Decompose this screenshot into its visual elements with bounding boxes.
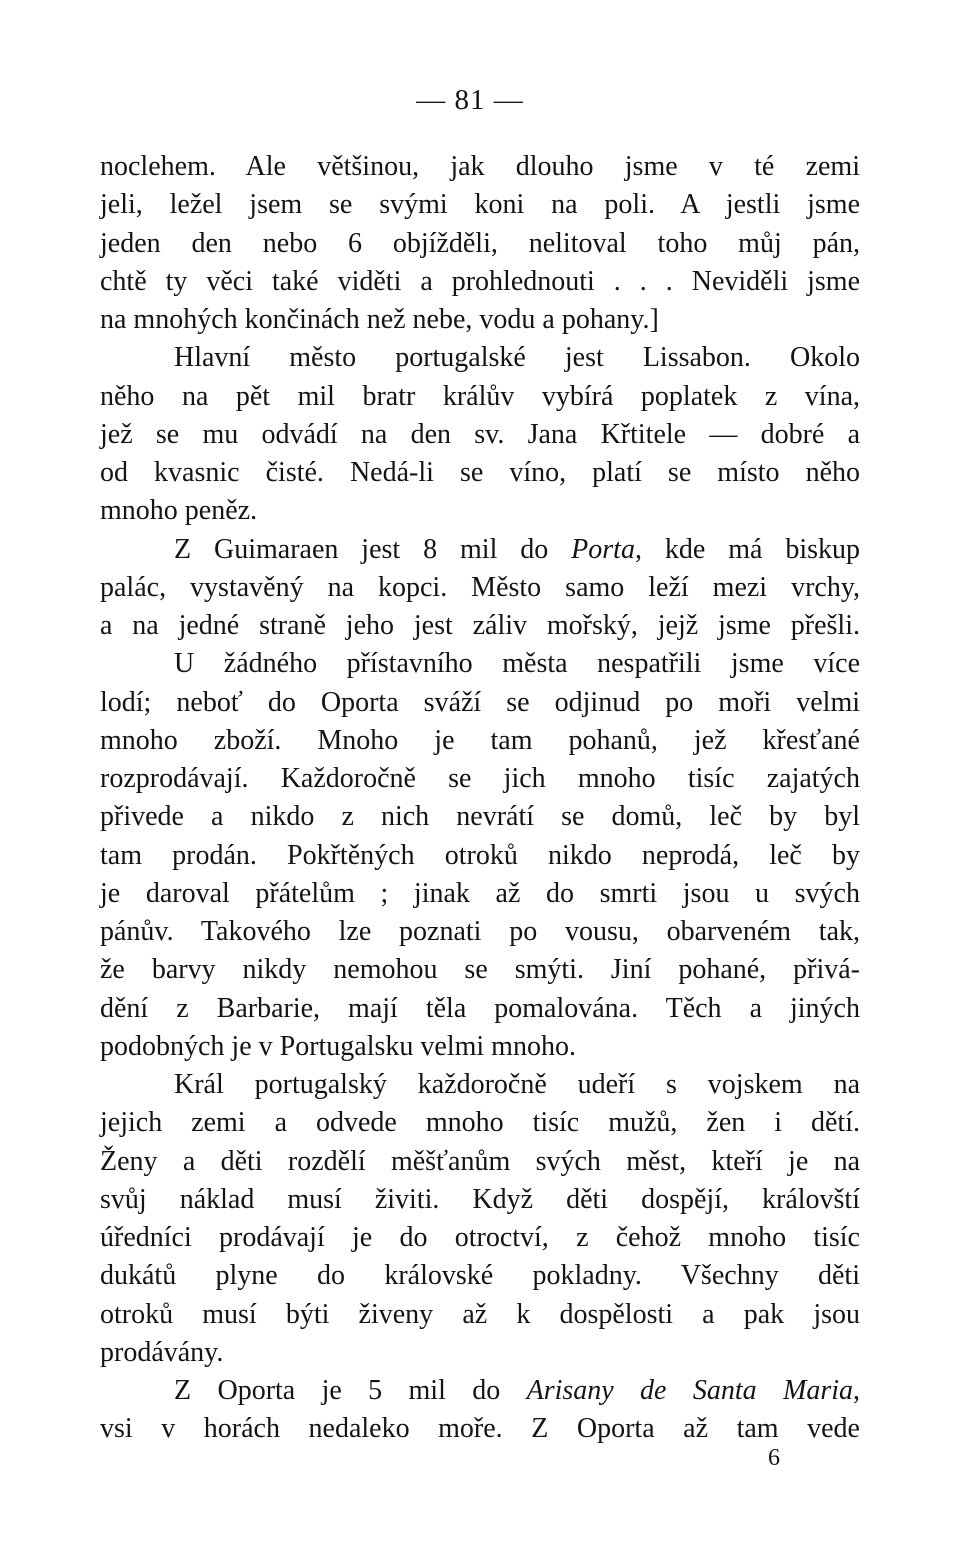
text-line: otroků musí býti živeny až k dospělosti a pak jsou bbox=[100, 1298, 860, 1330]
text-line: rozprodávají. Každoročně se jich mnoho tisíc zajatých bbox=[100, 763, 860, 794]
text-line: že barvy nikdy nemohou se smýti. Jiní pohané, přivá- bbox=[100, 954, 860, 986]
text-line: prodávány. bbox=[100, 1336, 224, 1368]
text-line: něho na pět mil bratr králův vybírá poplatek z vína, bbox=[100, 380, 860, 412]
text-line: od kvasnic čisté. Nedá-li se víno, platí se místo něho bbox=[100, 457, 860, 488]
text-line: Ženy a děti rozdělí měšťanům svých měst, kteří je na bbox=[100, 1145, 860, 1177]
text-line: Z Oporta je 5 mil do Arisany de Santa Maria, bbox=[174, 1375, 860, 1406]
text-line: U žádného přístavního města nespatřili jsme více bbox=[174, 648, 860, 680]
text-line: tam prodán. Pokřtěných otroků nikdo neprodá, leč by bbox=[100, 839, 860, 871]
text-line: jež se mu odvádí na den sv. Jana Křtitele — dobré a bbox=[100, 418, 860, 450]
page-number: — 81 — bbox=[416, 84, 524, 116]
text-line: jeli, ležel jsem se svými koni na poli. A jestli jsme bbox=[100, 189, 860, 221]
text-line: úředníci prodávají je do otroctví, z čehož mnoho tisíc bbox=[100, 1222, 860, 1253]
text-line: Král portugalský každoročně udeří s vojskem na bbox=[174, 1069, 860, 1100]
text-line: dění z Barbarie, mají těla pomalována. Těch a jiných bbox=[100, 992, 860, 1024]
text-line: dukátů plyne do královské pokladny. Všechny děti bbox=[100, 1260, 860, 1292]
body-text bbox=[100, 148, 860, 1449]
text-line: vsi v horách nedaleko moře. Z Oporta až tam vede bbox=[100, 1413, 860, 1445]
text-line: lodí; neboť do Oporta sváží se odjinud po moři velmi bbox=[100, 686, 860, 718]
text-line: Z Guimaraen jest 8 mil do Porta, kde má biskup bbox=[174, 533, 860, 565]
text-line: Hlavní město portugalské jest Lissabon. Okolo bbox=[174, 342, 860, 374]
text-line: na mnohých končinách než nebe, vodu a pohany.] bbox=[100, 304, 659, 335]
text-line: noclehem. Ale většinou, jak dlouho jsme v té zemi bbox=[100, 151, 860, 182]
text-line: jejich zemi a odvede mnoho tisíc mužů, žen i dětí. bbox=[100, 1107, 860, 1139]
text-line: a na jedné straně jeho jest záliv mořský, jejž jsme přešli. bbox=[100, 610, 860, 641]
text-line: pánův. Takového lze poznati po vousu, obarveném tak, bbox=[100, 916, 860, 947]
signature-mark: 6 bbox=[768, 1445, 780, 1471]
text-line: jeden den nebo 6 objížděli, nelitoval toho můj pán, bbox=[100, 227, 860, 259]
text-line: chtě ty věci také viděti a prohlednouti . . . Neviděli jsme bbox=[100, 265, 860, 297]
text-line: je daroval přátelům ; jinak až do smrti jsou u svých bbox=[100, 877, 860, 909]
text-line: podobných je v Portugalsku velmi mnoho. bbox=[100, 1030, 576, 1062]
text-line: přivede a nikdo z nich nevrátí se domů, leč by byl bbox=[100, 801, 860, 833]
text-line: svůj náklad musí živiti. Když děti dospějí, královští bbox=[100, 1183, 860, 1215]
text-line: palác, vystavěný na kopci. Město samo leží mezi vrchy, bbox=[100, 571, 860, 603]
text-line: mnoho zboží. Mnoho je tam pohanů, jež křesťané bbox=[100, 724, 860, 756]
text-line: mnoho peněz. bbox=[100, 495, 258, 527]
